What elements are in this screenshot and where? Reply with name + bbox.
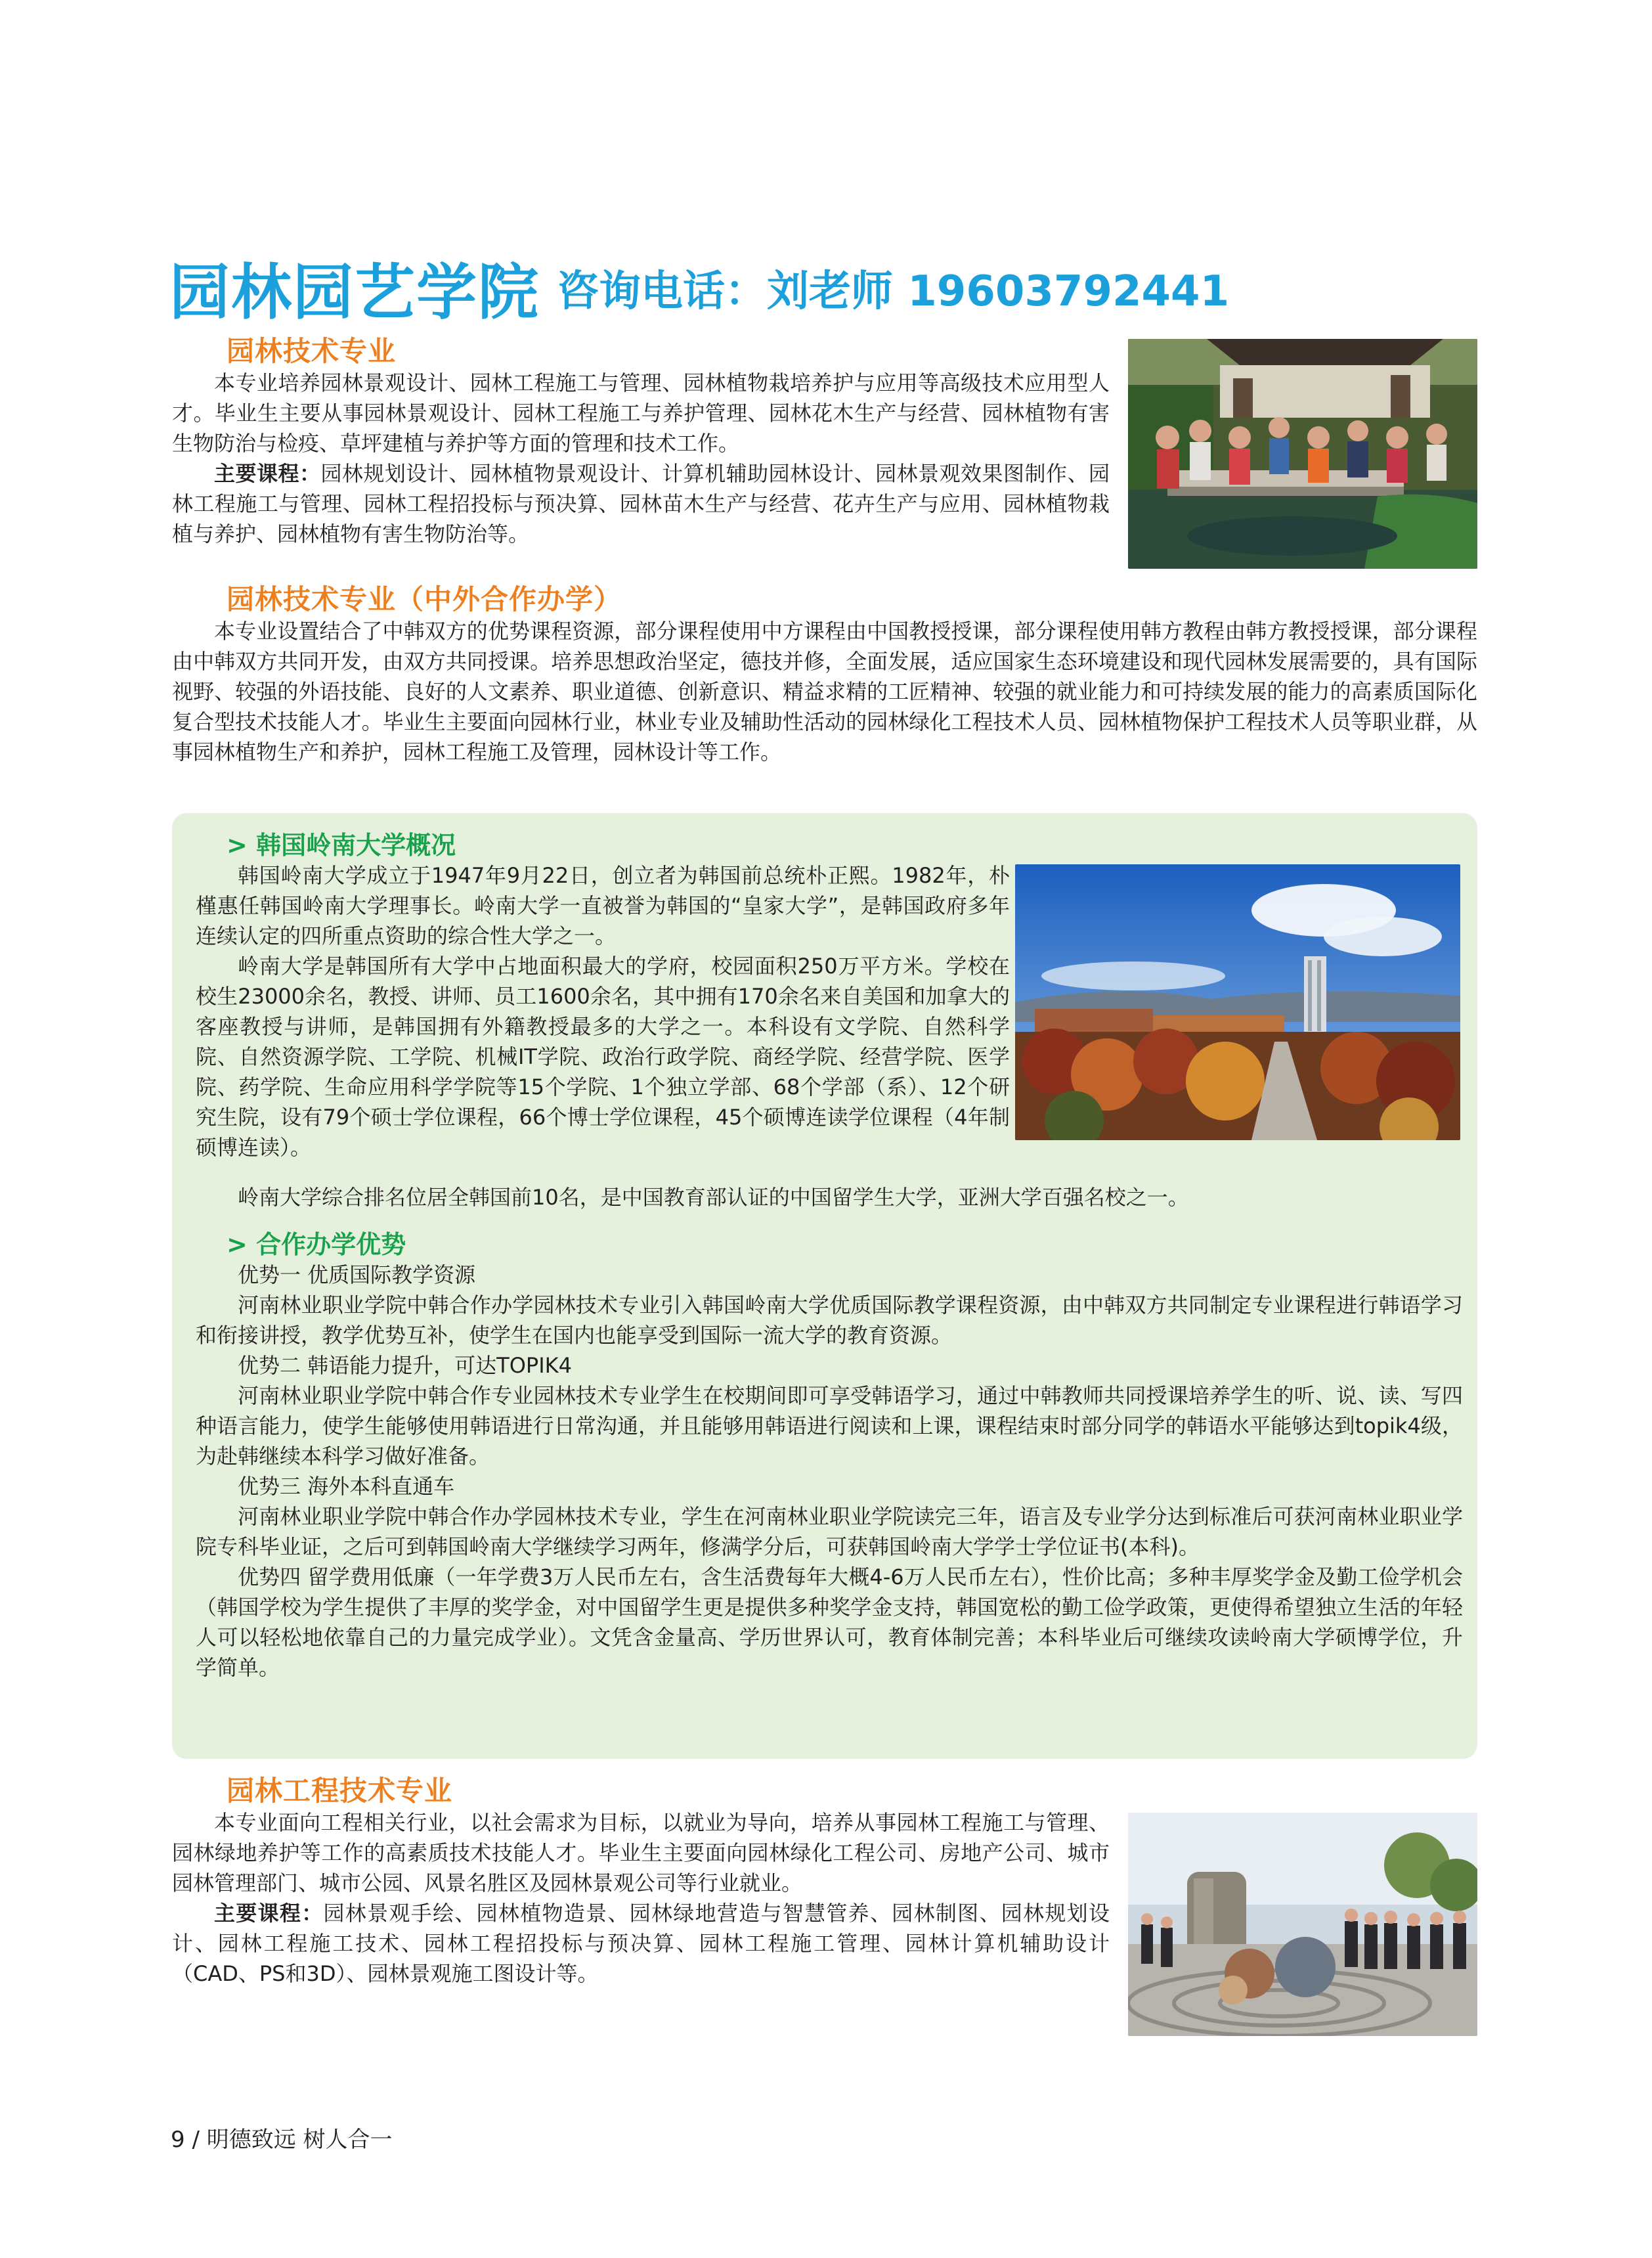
advantage-title: 优势二 韩语能力提升，可达TOPIK4 (238, 1353, 572, 1378)
section-heading-sino-foreign: 园林技术专业（中外合作办学） (227, 583, 622, 615)
advantage-text: 河南林业职业学院中韩合作专业园林技术专业学生在校期间即可享受韩语学习，通过中韩教师共同授课培养学生的听、说、读、写四种语言能力，使学生能够使用韩语进行日常沟通，并且能够用韩语进行阅读和上课，课程结束时部分同学的韩语水平能够达到topik4级，为赴韩继续本科学习做好准备。 (196, 1383, 1463, 1469)
yeungnam-ranking-text (196, 1182, 1463, 1212)
advantage-text: 河南林业职业学院中韩合作办学园林技术专业，学生在河南林业职业学院读完三年，语言及专业学分达到标准后可获河南林业职业学院专科毕业证，之后可到韩国岭南大学继续学习两年，修满学分后，可获韩国岭南大学学士学位证书(本科)。 (196, 1504, 1463, 1559)
photo-students-garden (1128, 339, 1477, 569)
footer-slogan: / 明德致远 树人合一 (192, 2127, 393, 2153)
section-heading-landscape-engineering: 园林工程技术专业 (227, 1775, 453, 1807)
photo-garden-sculpture-image (1128, 1813, 1477, 2036)
section-landscape-tech-body (172, 368, 1110, 549)
advantage-text: 河南林业职业学院中韩合作办学园林技术专业引入韩国岭南大学优质国际教学课程资源，由中韩双方共同制定专业课程进行韩语学习和衔接讲授，教学优势互补，使学生在国内也能享受到国际一流大学的教育资源。 (196, 1293, 1463, 1348)
section-courses (172, 1898, 1110, 1989)
advantage-text: 优势四 留学费用低廉（一年学费3万人民币左右，含生活费每年大概4-6万人民币左右），性价比高；多种丰厚奖学金及勤工俭学机会（韩国学校为学生提供了丰厚的奖学金，对中国留学生更是提供多种奖学金支持，韩国宽松的勤工俭学政策，更使得希望独立生活的年轻人可以轻松地依靠自己的力量完成学业）。文凭含金量高、学历世界认可，教育体制完善；本科毕业后可继续攻读岭南大学硕博学位，升学简单。 (196, 1564, 1463, 1680)
section-heading-landscape-tech: 园林技术专业 (227, 335, 397, 367)
page-number: 9 (171, 2127, 185, 2153)
heading-yeungnam-overview: > 韩国岭南大学概况 (227, 831, 456, 860)
page-footer (171, 2121, 393, 2154)
courses-label: 主要课程： (214, 1901, 324, 1926)
section-landscape-engineering-body (172, 1807, 1110, 1989)
section-intro: 本专业面向工程相关行业，以社会需求为目标，以就业为导向，培养从事园林工程施工与管理、园林绿地养护等工作的高素质技术技能人才。毕业生主要面向园林绿化工程公司、房地产公司、城市园林管理部门、城市公园、风景名胜区及园林景观公司等行业就业。 (172, 1810, 1110, 1895)
courses-text: 园林景观手绘、园林植物造景、园林绿地营造与智慧管养、园林制图、园林规划设计、园林工程施工技术、园林工程招投标与预决算、园林工程施工管理、园林计算机辅助设计（CAD、PS和3D）、园林景观施工图设计等。 (172, 1901, 1110, 1986)
page-title: 园林园艺学院 (169, 257, 540, 328)
advantage-title: 优势一 优质国际教学资源 (238, 1262, 476, 1287)
photo-yeungnam-campus (1015, 864, 1460, 1140)
overview-paragraph: 岭南大学综合排名位居全韩国前10名，是中国教育部认证的中国留学生大学，亚洲大学百强名校之一。 (238, 1185, 1189, 1210)
overview-paragraph: 岭南大学是韩国所有大学中占地面积最大的学府，校园面积250万平方米。学校在校生23000余名，教授、讲师、员工1600余名，其中拥有170余名来自美国和加拿大的客座教授与讲师，是韩国拥有外籍教授最多的大学之一。本科设有文学院、自然科学院、自然资源学院、工学院、机械IT学院、政治行政学院、商经学院、经营学院、医学院、药学院、生命应用科学学院等15个学院、1个独立学部、68个学部（系）、12个研究生院，设有79个硕士学位课程，66个博士学位课程，45个硕博连读学位课程（4年制硕博连读）。 (196, 954, 1010, 1160)
advantage-title: 优势三 海外本科直通车 (238, 1474, 455, 1499)
photo-garden-sculpture (1128, 1813, 1477, 2036)
cooperation-advantages-text (196, 1260, 1463, 1683)
photo-yeungnam-campus-image (1015, 864, 1460, 1140)
section-courses (172, 458, 1110, 549)
yeungnam-overview-text (196, 860, 1010, 1162)
section-intro: 本专业培养园林景观设计、园林工程施工与管理、园林植物栽培养护与应用等高级技术应用型人才。毕业生主要从事园林景观设计、园林工程施工与养护管理、园林花木生产与经营、园林植物有害生物防治与检疫、草坪建植与养护等方面的管理和技术工作。 (172, 370, 1110, 456)
contact-phone: 咨询电话：刘老师 19603792441 (557, 267, 1230, 316)
courses-text: 园林规划设计、园林植物景观设计、计算机辅助园林设计、园林景观效果图制作、园林工程施工与管理、园林工程招投标与预决算、园林苗木生产与经营、花卉生产与应用、园林植物栽植与养护、园林植物有害生物防治等。 (172, 461, 1110, 546)
section-sino-foreign-body (172, 616, 1477, 767)
section-intro: 本专业设置结合了中韩双方的优势课程资源，部分课程使用中方课程由中国教授授课，部分课程使用韩方教程由韩方教授授课，部分课程由中韩双方共同开发，由双方共同授课。培养思想政治坚定，德技并修，全面发展，适应国家生态环境建设和现代园林发展需要的，具有国际视野、较强的外语技能、良好的人文素养、职业道德、创新意识、精益求精的工匠精神、较强的就业能力和可持续发展的能力的高素质国际化复合型技术技能人才。毕业生主要面向园林行业，林业专业及辅助性活动的园林绿化工程技术人员、园林植物保护工程技术人员等职业群，从事园林植物生产和养护，园林工程施工及管理，园林设计等工作。 (172, 619, 1477, 764)
photo-students-garden-image (1128, 339, 1477, 569)
courses-label: 主要课程： (214, 461, 321, 486)
heading-cooperation-advantages: > 合作办学优势 (227, 1230, 406, 1259)
overview-paragraph: 韩国岭南大学成立于1947年9月22日，创立者为韩国前总统朴正熙。1982年，朴槿惠任韩国岭南大学理事长。岭南大学一直被誉为韩国的“皇家大学”，是韩国政府多年连续认定的四所重点资助的综合性大学之一。 (196, 863, 1010, 948)
